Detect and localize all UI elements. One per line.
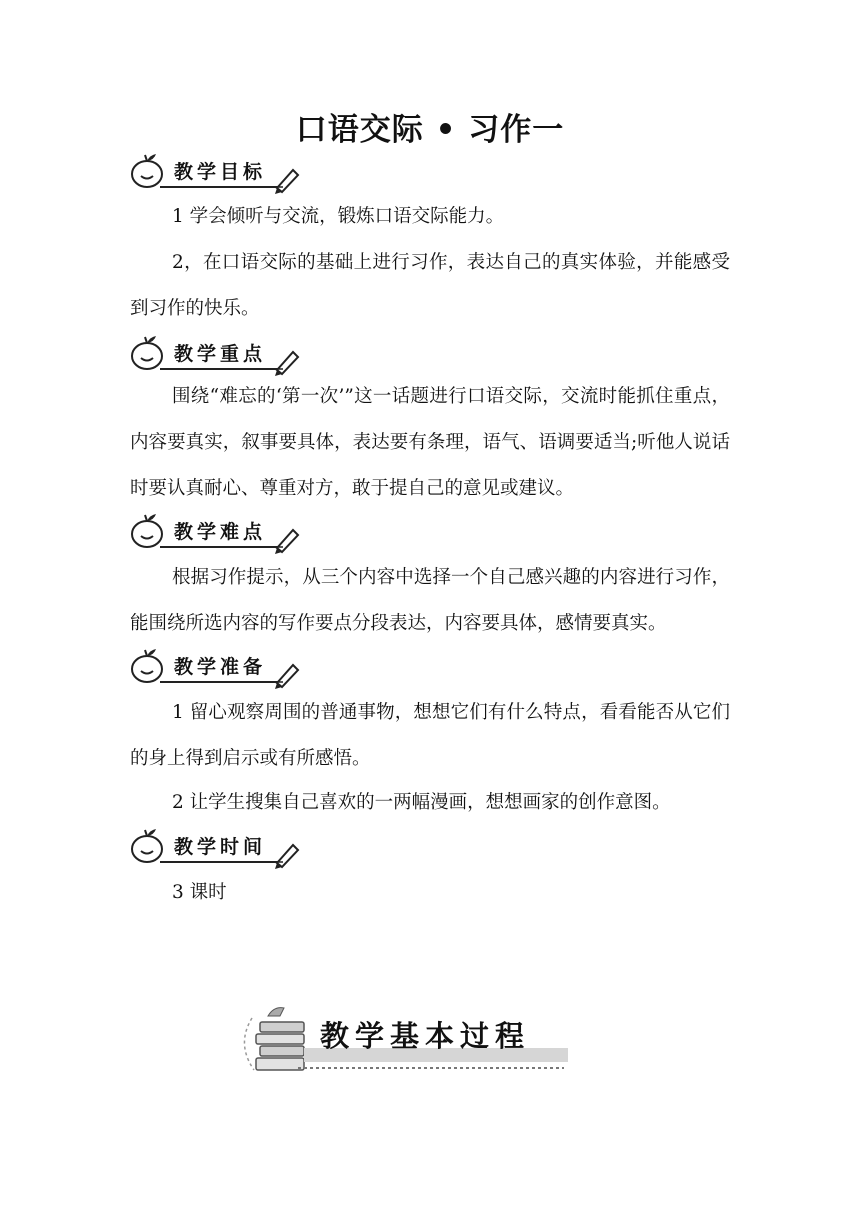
pen-icon	[273, 839, 303, 869]
paragraph: 1 留心观察周围的普通事物，想想它们有什么特点，看看能否从它们的身上得到启示或有所感悟。	[130, 702, 730, 769]
section-heading-objectives	[128, 150, 308, 196]
section-heading-key-points	[128, 332, 308, 378]
paragraph: 2，在口语交际的基础上进行习作，表达自己的真实体验，并能感受到习作的快乐。	[130, 252, 730, 319]
section-heading-difficulties	[128, 510, 308, 556]
section-label: 教学难点	[174, 521, 267, 543]
page-title: 口语交际 • 习作一	[295, 112, 565, 148]
paragraph: 围绕“难忘的‘第一次’”这一话题进行口语交际，交流时能抓住重点，内容要真实，叙事要具体，表达要有条理，语气、语调要适当;听他人说话时要认真耐心、尊重对方，敢于提自己的意见或建议。	[130, 386, 730, 499]
section-heading-time	[128, 825, 308, 871]
paragraph: 1 学会倾听与交流，锻炼口语交际能力。	[172, 206, 505, 227]
process-banner	[238, 1000, 570, 1086]
pen-icon	[273, 659, 303, 689]
process-banner-label: 教学基本过程	[320, 1019, 531, 1053]
section-label: 教学准备	[174, 656, 267, 678]
pen-icon	[273, 346, 303, 376]
section-heading-preparation	[128, 645, 308, 691]
paragraph: 根据习作提示，从三个内容中选择一个自己感兴趣的内容进行习作，能围绕所选内容的写作要点分段表达，内容要具体，感情要真实。	[130, 567, 730, 634]
paragraph: 2 让学生搜集自己喜欢的一两幅漫画，想想画家的创作意图。	[172, 792, 671, 813]
paragraph: 3 课时	[172, 882, 227, 903]
section-label: 教学重点	[174, 343, 267, 365]
pen-icon	[273, 524, 303, 554]
section-label: 教学时间	[174, 836, 267, 858]
pen-icon	[273, 164, 303, 194]
section-label: 教学目标	[174, 161, 267, 183]
